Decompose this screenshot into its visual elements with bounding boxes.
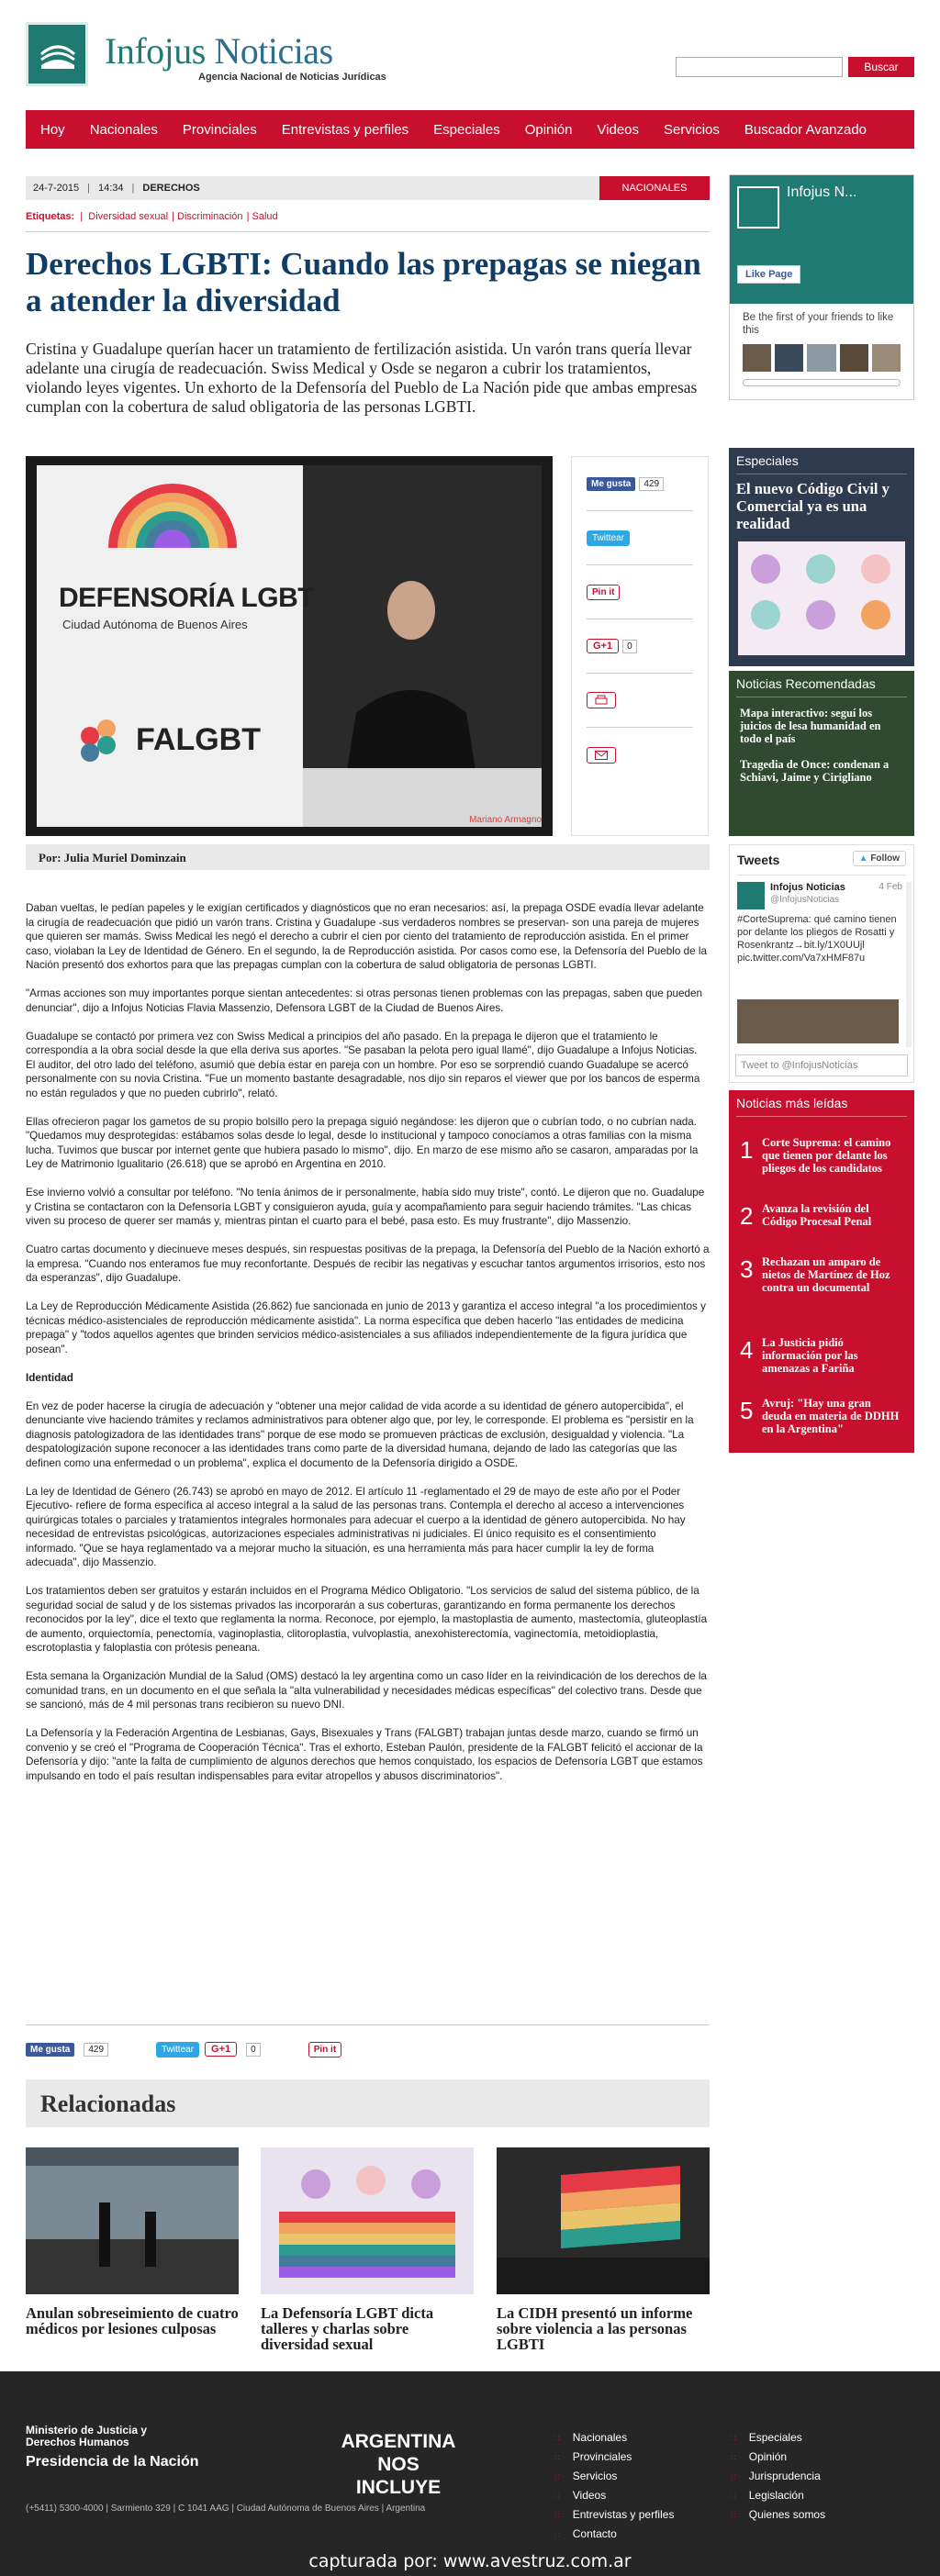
twitter-button[interactable]: Twittear [587,530,630,546]
most-read-heading: Noticias más leídas [736,1096,848,1110]
paragraph: Ese invierno volvió a consultar por teléfono. "No tenía ánimos de ir personalmente, había sido muy triste", contó. Le dijeron que no. Guadalupe y Cristina se contactaron con la Defensoría LGBT y consiguieron ayuda, guía y acompañamiento para seguir haciendo trámites. "Las chicas viven su proceso de querer ser mamás y, mientras pintan el cuarto para el bebé, pasa esto. Es muy frustrante", dijo Massenzio. [26,1187,705,1227]
twitter-bird-icon: ▲ [858,853,868,864]
most-read-list [740,1136,909,1452]
paragraph: En vez de poder hacerse la cirugía de adecuación y "obtener una mejor calidad de vida acorde a su identidad de género autopercibida", el denunciante vive haciendo trámites y reclamos administrativos para obtener algo que, por ley, le corresponde. El problema es "persistir en la diagnosis patologizadora de las identidades trans" porque de ese modo se promueven prácticas de exclusión, desigualdad y violencia. "La despatologización supone reconocer a las identidades trans como parte de la diversidad humana, dejando de lado las categorías que las definen como una enfermedad o un problema", explica el documento de la Defensoría dirigido a OSDE. [26,1400,694,1469]
especiales-heading: Especiales [736,453,799,468]
tweet-avatar[interactable] [737,882,765,909]
tweet-text: #CorteSuprema: qué camino tienen por delante los pliegos de Rosatti y Rosenkrantz→bit.ly/1X0UUjl pic.twitter.com/Va7xHMF87u [737,914,897,964]
category-badge[interactable]: NACIONALES [599,176,710,200]
tweet-image[interactable] [737,999,899,1043]
nav-buscador[interactable]: Buscador Avanzado [744,121,867,138]
footer-presidency[interactable]: Presidencia de la Nación [26,2454,199,2470]
tag-item[interactable]: Diversidad sexual [88,211,169,222]
divider [26,2024,710,2025]
footer-link[interactable]: ∷ Quienes somos [731,2505,825,2525]
footer-link[interactable]: ∷ Videos [554,2486,674,2505]
footer-links-2 [731,2428,825,2525]
brand-name[interactable]: Infojus Noticias [105,30,333,72]
especiales-illustration [738,541,905,655]
article-section[interactable]: DERECHOS [142,183,200,194]
search-input[interactable] [676,57,843,77]
footer-link[interactable]: ∷ Servicios [554,2467,674,2486]
tweet-date: 4 Feb [878,882,902,892]
subheading: Identidad [26,1371,73,1384]
article-meta: 24-7-2015 | 14:34 | DERECHOS NACIONALES [26,176,710,200]
photo-sign-title: DEFENSORÍA LGBT [59,583,315,613]
search-button[interactable]: Buscar [848,57,914,77]
share-panel [571,456,709,836]
pinterest-button[interactable]: Pin it [308,2042,341,2057]
footer-link[interactable]: ∷ Provinciales [554,2448,674,2467]
most-read-item[interactable]: 4 La Justicia pidió información por las amenazas a Fariña [740,1336,858,1375]
paragraph: Guadalupe se contactó por primera vez con Swiss Medical a principios del año pasado. En la prepaga le dijeron que el tratamiento le correspondía a la obra social desde la que ella deriva sus aportes. "Se pasaban la pelota pero igual llamé", dijo Guadalupe a Infojus Noticias. El auditor, del otro lado del teléfono, asumió que debía estar en pareja con un hombre. Por eso se sorprendió cuando Guadalupe se acercó personalmente con su novia Cristina. "Fue un momento bastante desagradable, nos dijo sin reparos el viewer que por los bancos de esperma no están regulados y que no pueden cubrirlo", relató. [26,1030,700,1099]
related-item[interactable] [26,2147,239,2336]
book-icon [38,36,78,72]
paragraph: La ley de Identidad de Género (26.743) se aprobó en mayo de 2012. El artículo 11 -reglamentado el 29 de mayo de este año por el Poder Ejecutivo- refiere de forma específica al acceso integral a la salud de las personas trans. Contempla el derecho al acceso a intervenciones quirúrgicas totales o parciales y tratamientos integrales hormonales para adecuar el cuerpo a la identidad de género autopercibida. No hay necesidad de entrevistas psicológicas, autorizaciones especiales administrativas ni judiciales. El único requisito es el consentimiento informado. "Que se haya reglamentado va a mejorar mucho la situación, es una herramienta más para hacer cumplir la ley de forma adecuada", dijo Massenzio. [26,1485,686,1568]
related-item[interactable] [261,2147,474,2352]
photo-illustration [26,456,553,836]
article-body [26,901,710,1798]
most-read-item[interactable]: 3 Rechazan un amparo de nietos de Martínez de Hoz contra un documental [740,1255,890,1294]
footer-link[interactable]: ∷ Especiales [731,2428,825,2448]
nav-entrevistas[interactable]: Entrevistas y perfiles [281,121,409,138]
capture-watermark: capturada por: www.avestruz.com.ar [308,2551,632,2571]
facebook-count: 429 [84,2043,108,2057]
footer-link[interactable]: ∷ Jurisprudencia [731,2467,825,2486]
photo-sign-falgbt: FALGBT [136,722,261,757]
mail-icon [595,751,608,760]
nav-nacionales[interactable]: Nacionales [89,121,158,138]
footer-link[interactable]: ∷ Legislación [731,2486,825,2505]
nav-servicios[interactable]: Servicios [664,121,720,138]
article-date: 24-7-2015 [33,183,80,194]
paragraph: La Defensoría y la Federación Argentina de Lesbianas, Gays, Bisexuales y Trans (FALGBT) trabajan juntas desde marzo, cuando se firmó un convenio y se creó el "Programa de Cooperación Técnica". Tras el exhorto, Esteban Paulón, presidente de la FALGBT felicitó el accionar de la Defensoría y dijo: "ante la falta de cumplimiento de algunos derechos que hemos conquistado, los espacios de Defensoría LGBT que estamos impulsando en todo el país resultan indispensables para evitar atropellos y abusos discriminatorios". [26,1727,703,1782]
google-plus-button[interactable]: G+1 [205,2042,237,2057]
footer-address: (+5411) 5300-4000 | Sarmiento 329 | C 1041 AAG | Ciudad Autónoma de Buenos Aires | Argentina [26,2504,426,2514]
facebook-widget [729,174,914,400]
facebook-count: 429 [639,477,664,491]
google-plus-button[interactable]: G+1 [587,639,619,653]
article-author: Por: Julia Muriel Dominzain [26,844,710,870]
print-icon [595,695,608,706]
nav-especiales[interactable]: Especiales [433,121,500,138]
article-photo [26,456,553,836]
article-title: Derechos LGBTI: Cuando las prepagas se niegan a atender la diversidad [26,246,701,318]
facebook-like-button[interactable]: Me gusta [26,2043,74,2057]
twitter-widget [729,844,914,1083]
photo-sign-subtitle: Ciudad Autónoma de Buenos Aires [62,618,248,631]
main-nav [26,110,914,149]
paragraph: Los tratamientos deben ser gratuitos y estarán incluidos en el Programa Médico Obligatorio. "Los servicios de salud del sistema público, de la seguridad social de salud y de los sistemas privados las incorporarán a sus coberturas, garantizando en forma permanente los derechos reconocidos por la ley", dice el texto que reglamenta la norma. Reconoce, por ejemplo, la mastoplastia de aumento, mastectomía, gluteoplastía de aumento, orquiectomía, penectomía, vaginoplastia, clitoroplastia, vulvoplastia, anexohisterectomía, vaginectomía, metoidioplastia, escrotoplastia y faloplastia con prótesis peneana. [26,1585,708,1654]
tweets-heading: Tweets [737,853,780,867]
tweet-user[interactable]: Infojus Noticias [770,882,845,893]
related-title[interactable]: La CIDH presentó un informe sobre violencia a las personas LGBTI [497,2304,693,2353]
bottom-share-bar [26,2039,341,2059]
related-heading: Relacionadas [26,2080,710,2127]
site-header [26,20,914,86]
related-title[interactable]: La Defensoría LGBT dicta talleres y charlas sobre diversidad sexual [261,2304,434,2353]
most-read-item[interactable]: 1 Corte Suprema: el camino que tienen por delante los pliegos de los candidatos [740,1136,891,1175]
facebook-avatar [737,186,779,229]
nav-videos[interactable]: Videos [597,121,640,138]
footer-links-1 [554,2428,674,2544]
site-logo[interactable] [26,22,88,86]
related-title[interactable]: Anulan sobreseimiento de cuatro médicos por lesiones culposas [26,2304,239,2337]
nav-hoy[interactable]: Hoy [40,121,65,138]
related-photo [497,2147,710,2294]
related-thumbnail[interactable] [26,2147,239,2294]
footer-link[interactable]: ∷ Entrevistas y perfiles [554,2505,674,2525]
tag-list: Etiquetas: | Diversidad sexual | Discriminación | Salud [26,211,278,222]
most-read-box [729,1090,914,1453]
especiales-title[interactable]: El nuevo Código Civil y Comercial ya es una realidad [736,480,890,532]
facebook-invite-text: Be the first of your friends to like this [743,312,894,336]
footer-link[interactable]: ∷ Contacto [554,2525,674,2544]
google-plus-count: 0 [246,2043,261,2057]
article-time: 14:34 [98,183,124,194]
photo-credit: Mariano Armagno [469,815,542,825]
print-button[interactable] [587,692,616,708]
divider [26,231,710,232]
paragraph: La Ley de Reproducción Médicamente Asistida (26.862) fue sancionada en junio de 2013 y garantiza el acceso integral "a los procedimientos y técnicas médico-asistenciales de reproducción médicamente asistida". La norma específica que deben hacerlo "las entidades de medicina prepaga" y "todos aquellos agentes que brinden servicios médico-asistenciales a sus afiliados independientemente de la figura jurídica que posean". [26,1300,706,1355]
tag-item[interactable]: Salud [252,211,278,222]
facebook-friends [730,344,913,372]
footer-ministry: Ministerio de Justicia y Derechos Humanos [26,2424,148,2448]
most-read-item[interactable]: 5 Avruj: "Hay una gran deuda en materia de DDHH en la Argentina" [740,1397,900,1435]
paragraph: Daban vueltas, le pedían papeles y le exigían certificados y diagnósticos que no eran necesarios: así, la prepaga OSDE evadía llevar adelante la cirugía de readecuación que pidió un varón trans. Cristina y Guadalupe -sus verdaderos nombres se preservan- son una pareja de mujeres que quieren ser mamás. Swiss Medical les negó el derecho a cubrir el cien por ciento del tratamiento de reproducción asistida. En el primer caso, violaban la Ley de Identidad de Género. En el segundo, la de Reproducción asistida. Por casos como ese, la Defensoría del Pueblo de la Nación presentó dos exhortos para que las prepagas cumplan con la cobertura de salud obligatoria de personas LGBTI. [26,902,707,971]
footer-link[interactable]: ∷ Opinión [731,2448,825,2467]
paragraph: Esta semana la Organización Mundial de la Salud (OMS) destacó la ley argentina como un caso líder en la reivindicación de los derechos de la comunidad trans, en un documento en el que señala la "alta vulnerabilidad y necesidades médicas específicas" del colectivo trans. Desde que se sancionó, más de 4 mil personas trans recibieron su nuevo DNI. [26,1670,707,1711]
especiales-box [729,448,914,666]
related-thumbnail[interactable] [497,2147,710,2294]
brand-tagline: Agencia Nacional de Noticias Jurídicas [198,72,386,83]
nav-provinciales[interactable]: Provinciales [182,121,257,138]
recommended-box [729,671,914,836]
footer-link[interactable]: ∷ Nacionales [554,2428,674,2448]
recommended-item[interactable]: Tragedia de Once: condenan a Schiavi, Jaime y Cirigliano [740,758,890,784]
recommended-heading: Noticias Recomendadas [736,676,876,691]
recommended-item[interactable]: Mapa interactivo: seguí los juicios de lesa humanidad en todo el país [740,707,881,745]
facebook-like-page-button[interactable]: Like Page [737,265,800,284]
related-photo [261,2147,474,2294]
tag-item[interactable]: Discriminación [177,211,243,222]
site-footer [0,2371,940,2576]
google-plus-count: 0 [622,640,637,653]
related-photo [26,2147,239,2294]
tweets-scrollbar[interactable] [906,882,912,1047]
paragraph: Cuatro cartas documento y diecinueve meses después, sin respuestas positivas de la prepaga, la Defensoría del Pueblo de la Nación exhortó a la empresa. "Cuando nos enteramos fue muy reconfortante. Después de recibir las negativas y escuchar tantos argumentos irrisorios, esto nos da esperanzas", dijo Guadalupe. [26,1243,710,1284]
article-lead: Cristina y Guadalupe querían hacer un tratamiento de fertilización asistida. Un varón trans quería llevar adelante una cirugía de readecuación. Swiss Medical y Osde se negaron a cubrir los tratamientos, violando leyes vigentes. Un exhorto de la Defensoría del Pueblo de La Nación pide que ambas empresas cumplan con la cobertura de salud obligatoria de las personas LGBTI. [26,340,698,416]
twitter-follow-button[interactable]: ▲ Follow [853,851,906,866]
nav-opinion[interactable]: Opinión [524,121,573,138]
pinterest-button[interactable]: Pin it [587,585,620,600]
facebook-scrollbar[interactable] [743,379,901,386]
most-read-item[interactable]: 2 Avanza la revisión del Código Procesal Penal [740,1202,872,1230]
facebook-like-button[interactable]: Me gusta [587,477,635,491]
facebook-cover[interactable] [730,175,913,304]
facebook-page-name[interactable]: Infojus N... [787,184,857,200]
twitter-button[interactable]: Twittear [156,2042,199,2057]
tweet-compose-box[interactable]: Tweet to @InfojusNoticias [735,1054,908,1076]
related-thumbnail[interactable] [261,2147,474,2294]
paragraph: "Armas acciones son muy importantes porque sientan antecedentes: si otras personas tienen problemas con las prepagas, saben que pueden denunciar", dijo a Infojus Noticias Flavia Massenzio, Defensora LGBT de la Ciudad de Buenos Aires. [26,987,703,1014]
email-button[interactable] [587,747,616,764]
related-item[interactable] [497,2147,710,2352]
tweet-handle: @InfojusNoticias [770,895,840,905]
especiales-image[interactable] [738,541,905,655]
paragraph: Ellas ofrecieron pagar los gametos de su propio bolsillo pero la prepaga siguió negándose: les dijeron que o cubrían todo, o no cubrían nada. "Quedamos muy desprotegidas: estábamos solas desde lo legal, desde lo institucional y tampoco conocíamos a otras familias con la misma lucha. Tuvimos que buscar por internet gente que hubiera pasado lo mismo", dijo. En marzo de ese mismo año se casaron, amparadas por la Ley de Matrimonio Igualitario (26.618) que se aprobó en Argentina en 2010. [26,1115,699,1170]
tags-label: Etiquetas: [26,211,75,222]
footer-slogan: ARGENTINA NOS INCLUYE [341,2431,456,2498]
